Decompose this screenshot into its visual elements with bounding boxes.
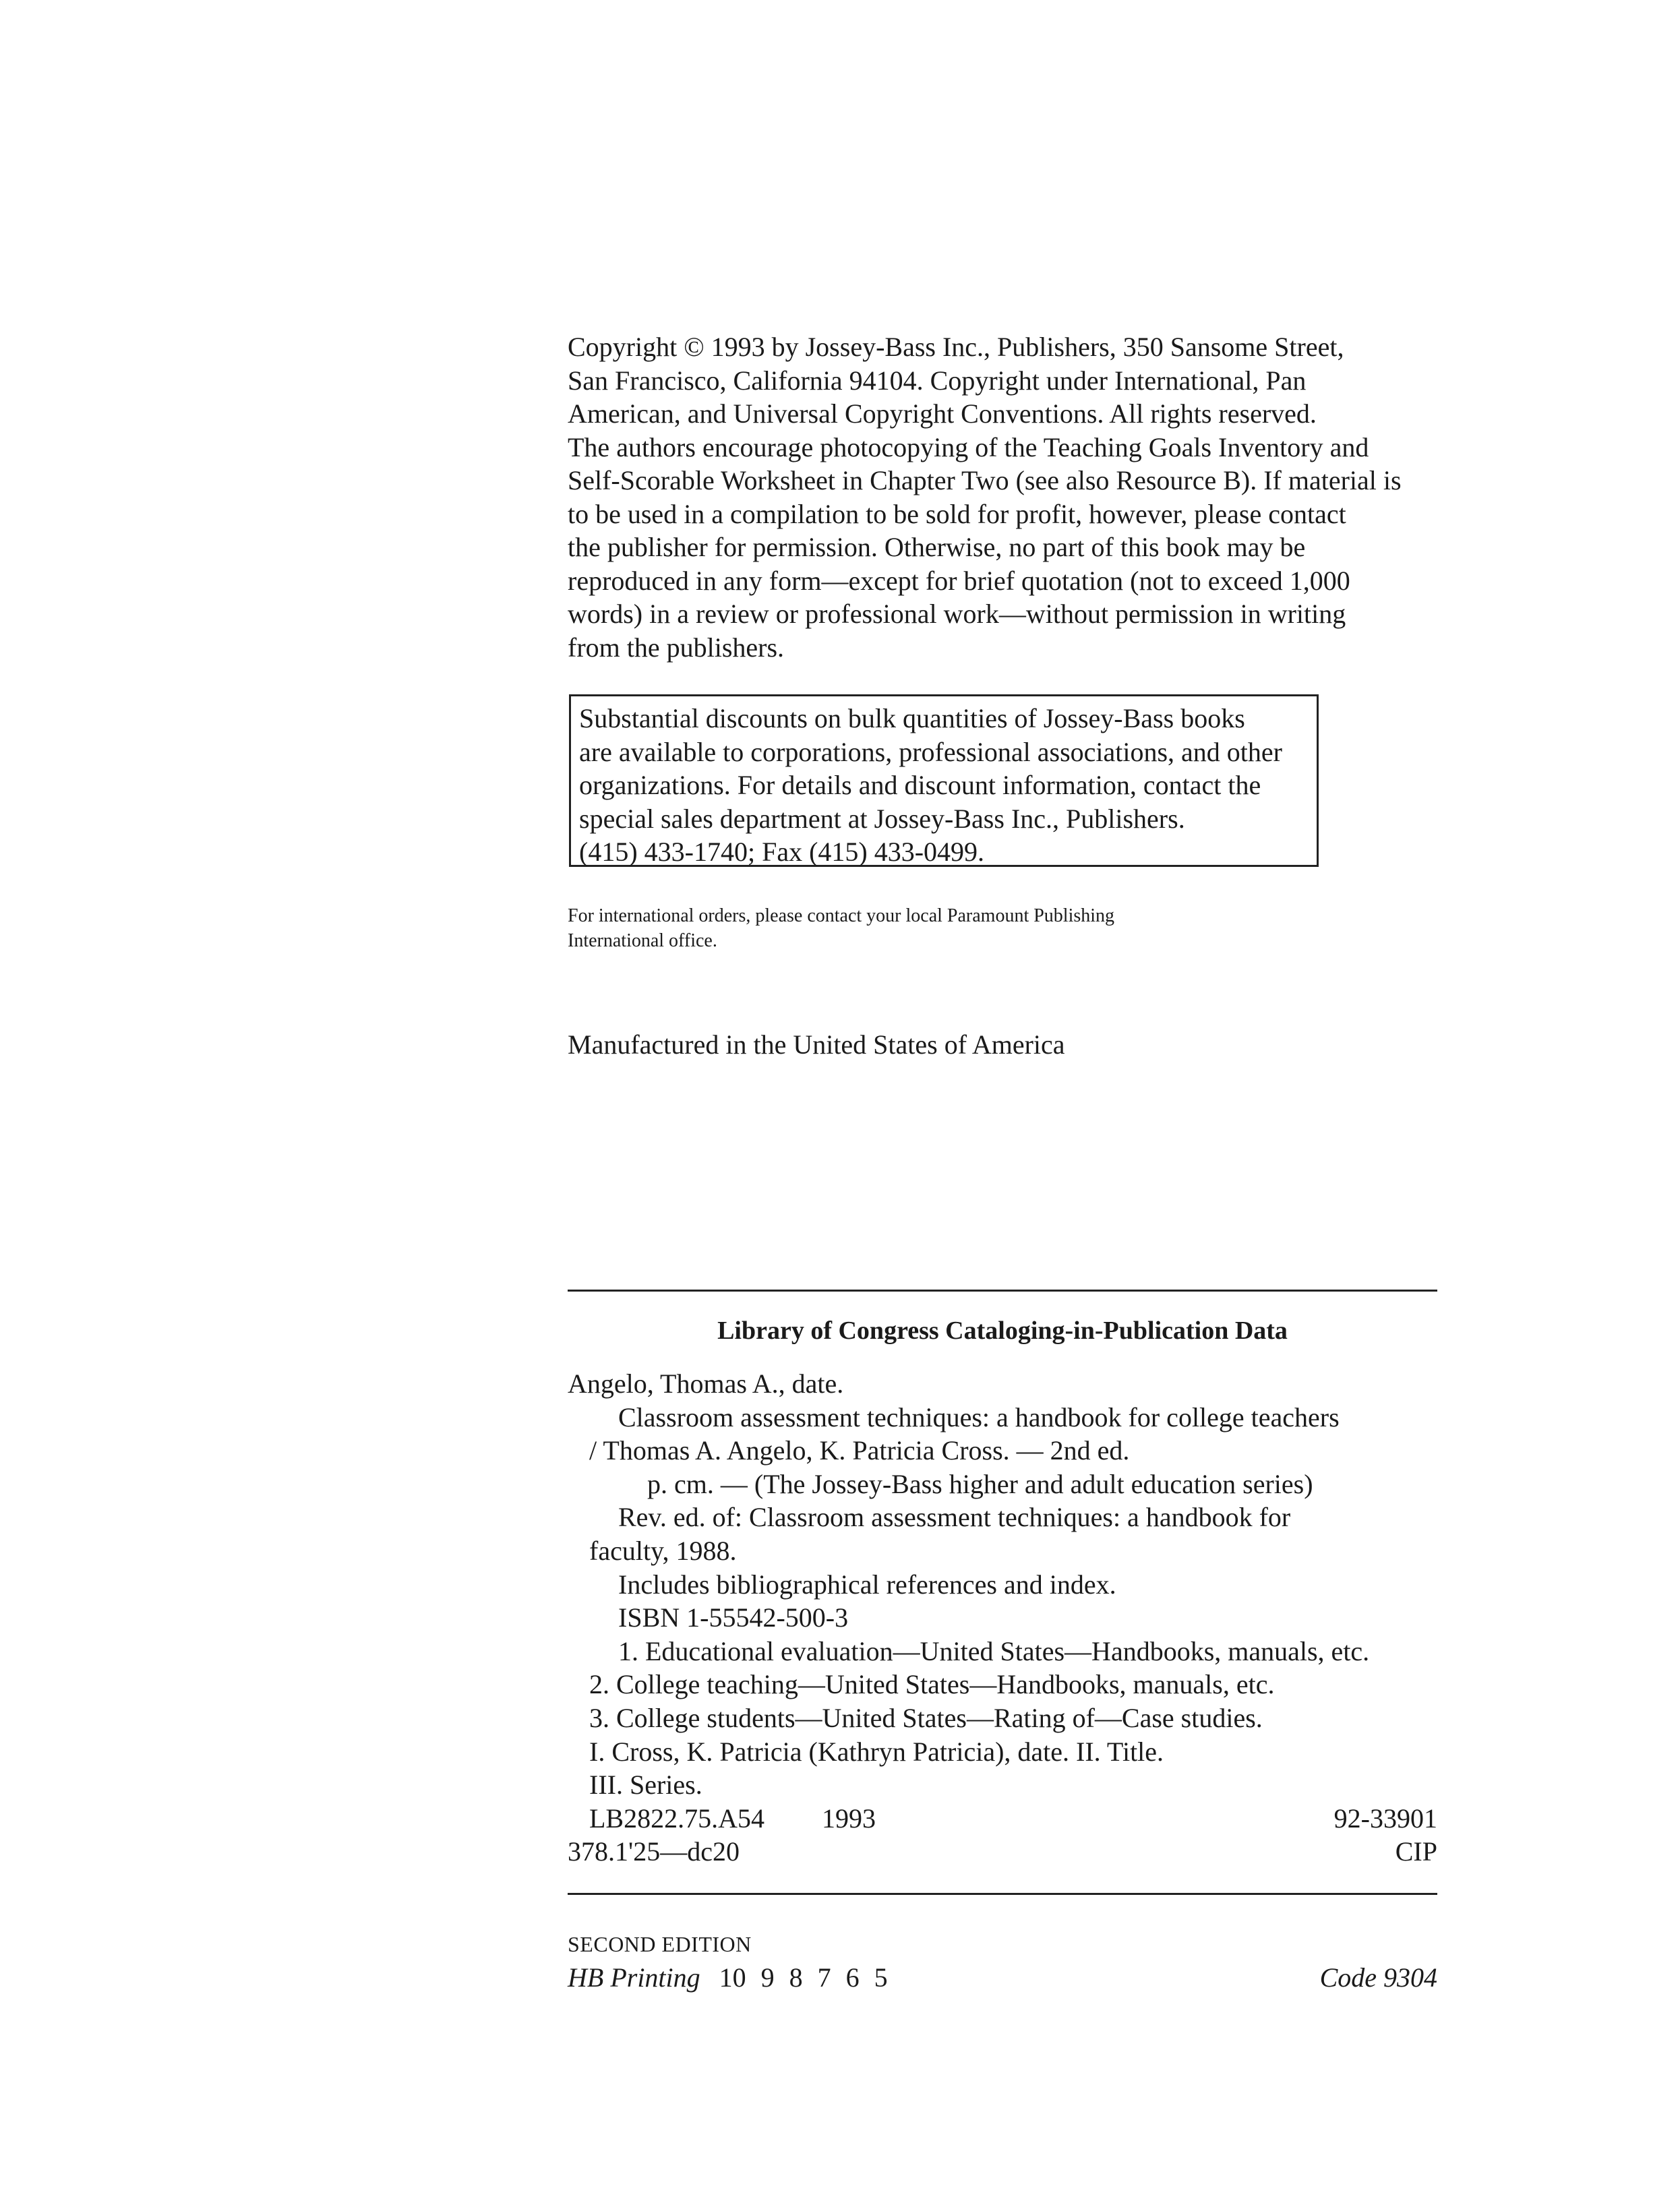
printing-row: [568, 1960, 1437, 1995]
discount-phone-line: (415) 433-1740; Fax (415) 433-0499.: [579, 837, 985, 867]
cip-class-group: [589, 1802, 876, 1836]
copyright-line: American, and Universal Copyright Conventions. All rights reserved.: [568, 398, 1317, 429]
copyright-line: Self-Scorable Worksheet in Chapter Two (see also Resource B). If material is: [568, 465, 1402, 495]
copyright-line: to be used in a compilation to be sold for profit, however, please contact: [568, 498, 1346, 529]
discount-line: are available to corporations, professional associations, and other: [579, 736, 1282, 767]
manufactured-statement: Manufactured in the United States of America: [568, 1029, 1065, 1060]
cip-label: CIP: [1395, 1836, 1437, 1867]
copyright-notice: [568, 330, 1402, 664]
copyright-line: San Francisco, California 94104. Copyright under International, Pan: [568, 365, 1307, 396]
cip-note: faculty, 1988.: [589, 1535, 737, 1566]
cip-responsibility: / Thomas A. Angelo, K. Patricia Cross. — 2nd ed.: [589, 1435, 1130, 1466]
cip-year: 1993: [822, 1803, 876, 1834]
cip-lccn: 92-33901: [1333, 1803, 1437, 1834]
cip-dewey: 378.1'25—dc20: [568, 1836, 740, 1867]
cip-author: Angelo, Thomas A., date.: [568, 1368, 844, 1399]
cip-series: III. Series.: [589, 1770, 702, 1801]
discount-line: Substantial discounts on bulk quantities of Jossey-Bass books: [579, 703, 1245, 733]
copyright-line: words) in a review or professional work—without permission in writing: [568, 599, 1346, 629]
cip-subject: 1. Educational evaluation—United States—Handbooks, manuals, etc.: [618, 1635, 1370, 1666]
cip-top-rule: [568, 1290, 1437, 1292]
discount-line: organizations. For details and discount information, contact the: [579, 770, 1261, 800]
cip-isbn: ISBN 1-55542-500-3: [618, 1602, 849, 1633]
cip-subject: 3. College students—United States—Rating of—Case studies.: [589, 1702, 1263, 1733]
cip-added-entry: I. Cross, K. Patricia (Kathryn Patricia), date. II. Title.: [589, 1736, 1164, 1767]
copyright-line: the publisher for permission. Otherwise, no part of this book may be: [568, 532, 1306, 562]
cip-title-line: Classroom assessment techniques: a handbook for college teachers: [618, 1401, 1340, 1432]
bulk-discount-box: [569, 694, 1319, 867]
cip-class-number: LB2822.75.A54: [589, 1803, 764, 1834]
cip-physical-description: p. cm. — (The Jossey-Bass higher and adult education series): [647, 1468, 1313, 1499]
copyright-line: from the publishers.: [568, 632, 785, 663]
cip-subject: 2. College teaching—United States—Handbooks, manuals, etc.: [589, 1669, 1275, 1700]
printing-label: HB Printing: [568, 1962, 700, 1993]
cip-dewey-row: [568, 1835, 1437, 1869]
cip-record: [568, 1367, 1437, 1869]
international-orders-note: [568, 903, 1114, 953]
international-line: For international orders, please contact your local Paramount Publishing: [568, 905, 1115, 926]
cip-bottom-rule: [568, 1893, 1437, 1895]
cip-title: Library of Congress Cataloging-in-Publication Data: [717, 1317, 1288, 1345]
printing-info: [568, 1960, 888, 1995]
printing-numbers: 10 9 8 7 6 5: [719, 1962, 888, 1993]
code-number: Code 9304: [1319, 1962, 1437, 1993]
copyright-line: reproduced in any form—except for brief quotation (not to exceed 1,000: [568, 565, 1350, 596]
cip-classification-row: [568, 1802, 1437, 1836]
edition-block: [568, 1928, 1437, 1995]
discount-line: special sales department at Jossey-Bass Inc., Publishers.: [579, 803, 1185, 834]
copyright-line: Copyright © 1993 by Jossey-Bass Inc., Publishers, 350 Sansome Street,: [568, 332, 1344, 362]
cip-note: Rev. ed. of: Classroom assessment techniques: a handbook for: [618, 1502, 1291, 1533]
copyright-line: The authors encourage photocopying of the Teaching Goals Inventory and: [568, 431, 1369, 462]
edition-label: SECOND EDITION: [568, 1932, 752, 1956]
cip-note: Includes bibliographical references and index.: [618, 1569, 1116, 1600]
international-line: International office.: [568, 930, 717, 951]
